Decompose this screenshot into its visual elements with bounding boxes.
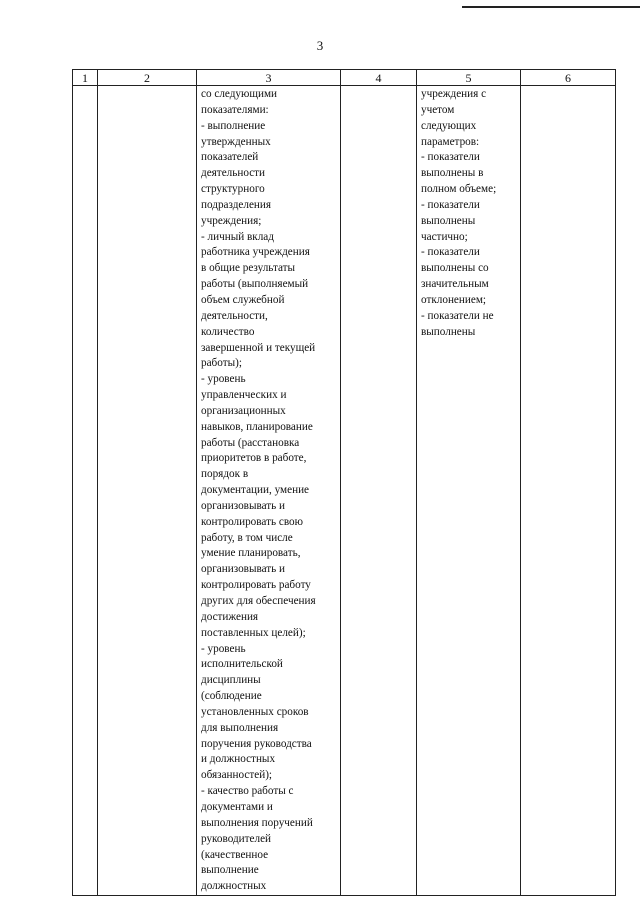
page-number: 3 <box>316 38 324 53</box>
text-line: - показатели не <box>421 309 494 322</box>
criteria-table <box>72 69 616 896</box>
text-line: параметров: <box>421 135 480 148</box>
text-line: выполнены со <box>421 262 489 275</box>
header-row <box>73 70 616 86</box>
text-line: учреждения с <box>421 88 487 100</box>
table-row <box>73 86 616 896</box>
column-header-3: 3 <box>197 70 341 86</box>
text-line: других для обеспечения <box>201 595 316 607</box>
text-line: показателей <box>201 151 259 164</box>
text-line: деятельности <box>201 167 266 180</box>
text-line: (соблюдение <box>201 690 262 703</box>
text-line: установленных сроков <box>201 705 309 718</box>
cell-col-2 <box>98 86 197 896</box>
cell-col-3 <box>197 86 341 896</box>
text-line: значительным <box>421 278 489 291</box>
text-line: (качественное <box>201 848 269 861</box>
text-line: работу, в том числе <box>201 531 293 544</box>
text-line: - качество работы с <box>201 785 294 798</box>
text-line: организовывать и <box>201 499 286 512</box>
text-line: - личный вклад <box>201 230 274 243</box>
text-line: - показатели <box>421 246 480 259</box>
text-line: исполнительской <box>201 658 283 671</box>
text-line: документами и <box>201 800 273 813</box>
text-line: выполнены <box>421 325 476 338</box>
text-line: - уровень <box>201 642 246 655</box>
text-line: умение планировать, <box>201 547 301 560</box>
text-line: организационных <box>201 404 286 417</box>
indicator-text-block <box>201 87 337 895</box>
text-line: подразделения <box>201 198 272 211</box>
parameters-text-block <box>421 87 517 341</box>
text-line: приоритетов в работе, <box>201 452 307 465</box>
text-line: работника учреждения <box>201 246 310 259</box>
text-line: выполнение <box>201 864 259 877</box>
text-line: отклонением; <box>421 293 487 306</box>
text-line: управленческих и <box>201 389 287 402</box>
text-line: со следующими <box>201 88 278 100</box>
text-line: для выполнения <box>201 721 279 734</box>
column-header-1: 1 <box>73 70 98 86</box>
text-line: контролировать работу <box>201 579 311 592</box>
text-line: документации, умение <box>201 484 310 497</box>
text-line: организовывать и <box>201 563 286 576</box>
text-line: обязанностей); <box>201 769 273 782</box>
text-line: - показатели <box>421 198 480 211</box>
text-line: порядок в <box>201 468 249 481</box>
text-line: завершенной и текущей <box>201 341 316 354</box>
text-line: дисциплины <box>201 674 261 687</box>
text-line: - уровень <box>201 373 246 386</box>
text-line: должностных <box>201 880 267 893</box>
text-line: работы (расстановка <box>201 436 300 449</box>
cell-col-5 <box>417 86 521 896</box>
text-line: руководителей <box>201 832 272 845</box>
text-line: выполнения поручений <box>201 816 313 829</box>
text-line: показателями: <box>201 103 269 116</box>
text-line: - показатели <box>421 151 480 164</box>
text-line: выполнены в <box>421 167 484 180</box>
text-line: учетом <box>421 103 455 116</box>
text-line: контролировать свою <box>201 515 303 528</box>
column-header-4: 4 <box>341 70 417 86</box>
text-line: и должностных <box>201 753 276 766</box>
cell-col-4 <box>341 86 417 896</box>
text-line: полном объеме; <box>421 183 497 196</box>
text-line: поручения руководства <box>201 737 312 750</box>
text-line: деятельности, <box>201 309 268 322</box>
top-rule <box>462 6 640 8</box>
text-line: структурного <box>201 183 265 196</box>
text-line: выполнены <box>421 214 476 227</box>
text-line: работы (выполняемый <box>201 278 309 291</box>
text-line: частично; <box>421 230 468 243</box>
column-header-2: 2 <box>98 70 197 86</box>
text-line: достижения <box>201 610 259 623</box>
text-line: работы); <box>201 357 242 370</box>
column-header-6: 6 <box>521 70 616 86</box>
cell-col-1 <box>73 86 98 896</box>
text-line: утвержденных <box>201 135 271 148</box>
text-line: объем служебной <box>201 293 285 306</box>
text-line: поставленных целей); <box>201 626 306 639</box>
text-line: учреждения; <box>201 214 262 227</box>
text-line: в общие результаты <box>201 262 296 275</box>
cell-col-6 <box>521 86 616 896</box>
column-header-5: 5 <box>417 70 521 86</box>
text-line: - выполнение <box>201 119 266 132</box>
text-line: следующих <box>421 119 477 132</box>
text-line: навыков, планирование <box>201 420 313 433</box>
text-line: количество <box>201 325 255 338</box>
